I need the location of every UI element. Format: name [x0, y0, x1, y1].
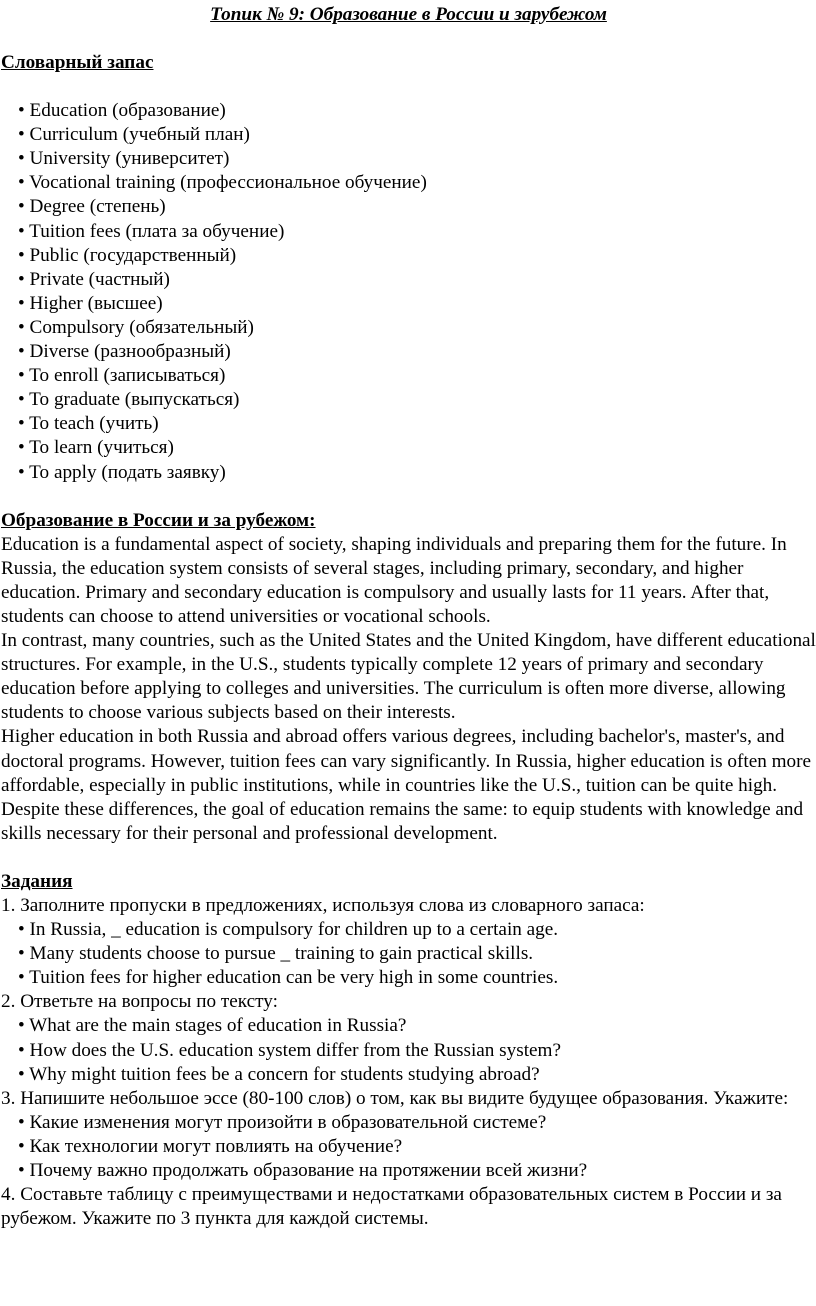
task-item: 4. Составьте таблицу с преимуществами и недостатками образовательных систем в России и за рубежом. Укажите по 3 пункта для каждой системы.: [1, 1184, 782, 1230]
text-paragraph: In contrast, many countries, such as the United States and the United Kingdom, have different educational structures. For example, in the U.S., students typically complete 12 years of primary and secondary education before applying to colleges and universities. The curriculum is often more diverse, allowing students to choose various subjects based on their interests.: [1, 630, 816, 724]
text-paragraph: Higher education in both Russia and abroad offers various degrees, including bachelor's, master's, and doctoral programs. However, tuition fees can vary significantly. In Russia, higher education is often more affordable, especially in public institutions, while in countries like the U.S., tuition can be quite high.: [1, 726, 812, 796]
task-bullet: • Tuition fees for higher education can be very high in some countries.: [18, 966, 816, 990]
task-bullets: [1, 918, 816, 990]
vocabulary-item: • Private (частный): [18, 268, 816, 292]
vocabulary-item: • Curriculum (учебный план): [18, 123, 816, 147]
vocabulary-item: • Degree (степень): [18, 195, 816, 219]
vocabulary-item: • To teach (учить): [18, 412, 816, 436]
task-bullet: • Why might tuition fees be a concern for students studying abroad?: [18, 1063, 816, 1087]
text-paragraph: Despite these differences, the goal of education remains the same: to equip students with knowledge and skills necessary for their personal and professional development.: [1, 798, 804, 844]
vocabulary-item: • To enroll (записываться): [18, 364, 816, 388]
task-bullet: • How does the U.S. education system differ from the Russian system?: [18, 1039, 816, 1063]
task-item: 1. Заполните пропуски в предложениях, используя слова из словарного запаса:: [1, 895, 645, 916]
vocabulary-item: • Vocational training (профессиональное обучение): [18, 171, 816, 195]
text-body: [1, 533, 816, 846]
vocabulary-list: [1, 99, 816, 485]
task-bullet: • What are the main stages of education in Russia?: [18, 1014, 816, 1038]
tasks-heading: Задания: [1, 870, 73, 892]
vocabulary-item: • Public (государственный): [18, 244, 816, 268]
vocabulary-item: • Compulsory (обязательный): [18, 316, 816, 340]
task-bullet: • In Russia, _ education is compulsory for children up to a certain age.: [18, 918, 816, 942]
task-bullet: • Почему важно продолжать образование на протяжении всей жизни?: [18, 1159, 816, 1183]
text-paragraph: Education is a fundamental aspect of society, shaping individuals and preparing them for the future. In Russia, the education system consists of several stages, including primary, secondary, and higher education. Primary and secondary education is compulsory and usually lasts for 11 years. After that, students can choose to attend universities or vocational schools.: [1, 533, 787, 627]
task-item: 2. Ответьте на вопросы по тексту:: [1, 991, 278, 1013]
task-bullet: • Какие изменения могут произойти в образовательной системе?: [18, 1111, 816, 1135]
vocabulary-item: • To learn (учиться): [18, 436, 816, 460]
text-heading: Образование в России и за рубежом:: [1, 509, 316, 531]
vocabulary-item: • Diverse (разнообразный): [18, 340, 816, 364]
vocabulary-item: • To apply (подать заявку): [18, 461, 816, 485]
tasks-section: [1, 894, 816, 1231]
task-bullets: [1, 1014, 816, 1086]
task-bullets: [1, 1111, 816, 1183]
task-bullet: • Many students choose to pursue _ training to gain practical skills.: [18, 942, 816, 966]
task-bullet: • Как технологии могут повлиять на обучение?: [18, 1135, 816, 1159]
vocabulary-item: • University (университет): [18, 147, 816, 171]
vocabulary-item: • To graduate (выпускаться): [18, 388, 816, 412]
vocabulary-heading: Словарный запас: [1, 52, 154, 73]
page-title: Топик № 9: Образование в России и зарубежом: [210, 4, 607, 25]
vocabulary-item: • Higher (высшее): [18, 292, 816, 316]
vocabulary-item: • Tuition fees (плата за обучение): [18, 220, 816, 244]
task-item: 3. Напишите небольшое эссе (80-100 слов) о том, как вы видите будущее образования. Укажите:: [1, 1087, 789, 1109]
vocabulary-item: • Education (образование): [18, 99, 816, 123]
